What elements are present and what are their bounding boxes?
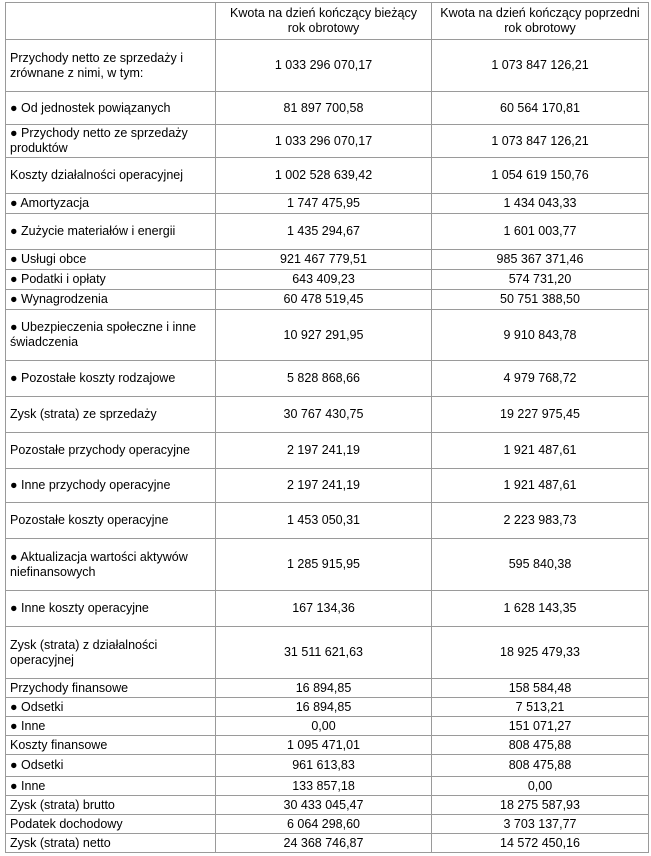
table-row bbox=[6, 250, 649, 270]
row-label: ● Przychody netto ze sprzedaży produktów bbox=[6, 125, 216, 158]
previous-value: 19 227 975,45 bbox=[432, 397, 649, 433]
row-label: Koszty działalności operacyjnej bbox=[6, 158, 216, 194]
table-row bbox=[6, 397, 649, 433]
table-row bbox=[6, 796, 649, 815]
current-value: 6 064 298,60 bbox=[216, 815, 432, 834]
table-row bbox=[6, 627, 649, 679]
previous-value: 595 840,38 bbox=[432, 539, 649, 591]
current-value: 167 134,36 bbox=[216, 591, 432, 627]
table-row bbox=[6, 214, 649, 250]
current-value: 81 897 700,58 bbox=[216, 92, 432, 125]
row-label: ● Usługi obce bbox=[6, 250, 216, 270]
table-row bbox=[6, 815, 649, 834]
previous-value: 1 434 043,33 bbox=[432, 194, 649, 214]
current-value: 5 828 868,66 bbox=[216, 361, 432, 397]
current-value: 643 409,23 bbox=[216, 270, 432, 290]
previous-value: 1 054 619 150,76 bbox=[432, 158, 649, 194]
row-label: Pozostałe przychody operacyjne bbox=[6, 433, 216, 469]
previous-value: 1 628 143,35 bbox=[432, 591, 649, 627]
previous-value: 985 367 371,46 bbox=[432, 250, 649, 270]
row-label: Zysk (strata) z działalności operacyjnej bbox=[6, 627, 216, 679]
table-row bbox=[6, 777, 649, 796]
table-row bbox=[6, 270, 649, 290]
header-row bbox=[6, 3, 649, 40]
current-value: 2 197 241,19 bbox=[216, 433, 432, 469]
row-label: Podatek dochodowy bbox=[6, 815, 216, 834]
previous-value: 2 223 983,73 bbox=[432, 503, 649, 539]
previous-value: 3 703 137,77 bbox=[432, 815, 649, 834]
row-label: Przychody finansowe bbox=[6, 679, 216, 698]
current-value: 1 002 528 639,42 bbox=[216, 158, 432, 194]
table-row bbox=[6, 310, 649, 361]
current-value: 10 927 291,95 bbox=[216, 310, 432, 361]
previous-value: 574 731,20 bbox=[432, 270, 649, 290]
table-row bbox=[6, 834, 649, 853]
previous-value: 1 601 003,77 bbox=[432, 214, 649, 250]
previous-value: 18 925 479,33 bbox=[432, 627, 649, 679]
previous-value: 808 475,88 bbox=[432, 755, 649, 777]
table-row bbox=[6, 503, 649, 539]
current-value: 961 613,83 bbox=[216, 755, 432, 777]
row-label: Koszty finansowe bbox=[6, 736, 216, 755]
row-label: ● Ubezpieczenia społeczne i inne świadczenia bbox=[6, 310, 216, 361]
row-label: ● Inne przychody operacyjne bbox=[6, 469, 216, 503]
previous-value: 1 921 487,61 bbox=[432, 433, 649, 469]
previous-value: 1 073 847 126,21 bbox=[432, 40, 649, 92]
current-value: 1 095 471,01 bbox=[216, 736, 432, 755]
current-value: 1 033 296 070,17 bbox=[216, 40, 432, 92]
current-value: 1 435 294,67 bbox=[216, 214, 432, 250]
current-value: 60 478 519,45 bbox=[216, 290, 432, 310]
table-row bbox=[6, 591, 649, 627]
previous-value: 7 513,21 bbox=[432, 698, 649, 717]
current-value: 0,00 bbox=[216, 717, 432, 736]
table-row bbox=[6, 736, 649, 755]
row-label: ● Aktualizacja wartości aktywów niefinansowych bbox=[6, 539, 216, 591]
table-row bbox=[6, 290, 649, 310]
header-current-year: Kwota na dzień kończący bieżący rok obrotowy bbox=[216, 3, 432, 40]
row-label: ● Inne bbox=[6, 717, 216, 736]
row-label: ● Odsetki bbox=[6, 698, 216, 717]
current-value: 30 767 430,75 bbox=[216, 397, 432, 433]
previous-value: 808 475,88 bbox=[432, 736, 649, 755]
row-label: ● Odsetki bbox=[6, 755, 216, 777]
row-label: ● Inne bbox=[6, 777, 216, 796]
row-label: ● Zużycie materiałów i energii bbox=[6, 214, 216, 250]
table-row bbox=[6, 194, 649, 214]
previous-value: 151 071,27 bbox=[432, 717, 649, 736]
table-row bbox=[6, 717, 649, 736]
previous-value: 1 073 847 126,21 bbox=[432, 125, 649, 158]
table-row bbox=[6, 125, 649, 158]
row-label: Przychody netto ze sprzedaży i zrównane z nimi, w tym: bbox=[6, 40, 216, 92]
financial-table bbox=[5, 2, 649, 853]
table-row bbox=[6, 158, 649, 194]
row-label: ● Amortyzacja bbox=[6, 194, 216, 214]
current-value: 16 894,85 bbox=[216, 698, 432, 717]
row-label: Zysk (strata) netto bbox=[6, 834, 216, 853]
previous-value: 14 572 450,16 bbox=[432, 834, 649, 853]
table-row bbox=[6, 698, 649, 717]
table-row bbox=[6, 361, 649, 397]
row-label: ● Wynagrodzenia bbox=[6, 290, 216, 310]
current-value: 2 197 241,19 bbox=[216, 469, 432, 503]
row-label: ● Podatki i opłaty bbox=[6, 270, 216, 290]
header-previous-year: Kwota na dzień kończący poprzedni rok obrotowy bbox=[432, 3, 649, 40]
previous-value: 18 275 587,93 bbox=[432, 796, 649, 815]
current-value: 1 033 296 070,17 bbox=[216, 125, 432, 158]
row-label: ● Pozostałe koszty rodzajowe bbox=[6, 361, 216, 397]
table-row bbox=[6, 755, 649, 777]
previous-value: 50 751 388,50 bbox=[432, 290, 649, 310]
row-label: ● Inne koszty operacyjne bbox=[6, 591, 216, 627]
table-row bbox=[6, 40, 649, 92]
current-value: 24 368 746,87 bbox=[216, 834, 432, 853]
row-label: Pozostałe koszty operacyjne bbox=[6, 503, 216, 539]
previous-value: 1 921 487,61 bbox=[432, 469, 649, 503]
row-label: ● Od jednostek powiązanych bbox=[6, 92, 216, 125]
table-row bbox=[6, 433, 649, 469]
table-row bbox=[6, 92, 649, 125]
current-value: 1 285 915,95 bbox=[216, 539, 432, 591]
current-value: 30 433 045,47 bbox=[216, 796, 432, 815]
previous-value: 0,00 bbox=[432, 777, 649, 796]
previous-value: 158 584,48 bbox=[432, 679, 649, 698]
previous-value: 4 979 768,72 bbox=[432, 361, 649, 397]
current-value: 1 453 050,31 bbox=[216, 503, 432, 539]
current-value: 921 467 779,51 bbox=[216, 250, 432, 270]
row-label: Zysk (strata) ze sprzedaży bbox=[6, 397, 216, 433]
current-value: 1 747 475,95 bbox=[216, 194, 432, 214]
header-empty-cell bbox=[6, 3, 216, 40]
table-row bbox=[6, 679, 649, 698]
previous-value: 9 910 843,78 bbox=[432, 310, 649, 361]
table-row bbox=[6, 539, 649, 591]
current-value: 16 894,85 bbox=[216, 679, 432, 698]
table-row bbox=[6, 469, 649, 503]
current-value: 31 511 621,63 bbox=[216, 627, 432, 679]
previous-value: 60 564 170,81 bbox=[432, 92, 649, 125]
row-label: Zysk (strata) brutto bbox=[6, 796, 216, 815]
current-value: 133 857,18 bbox=[216, 777, 432, 796]
